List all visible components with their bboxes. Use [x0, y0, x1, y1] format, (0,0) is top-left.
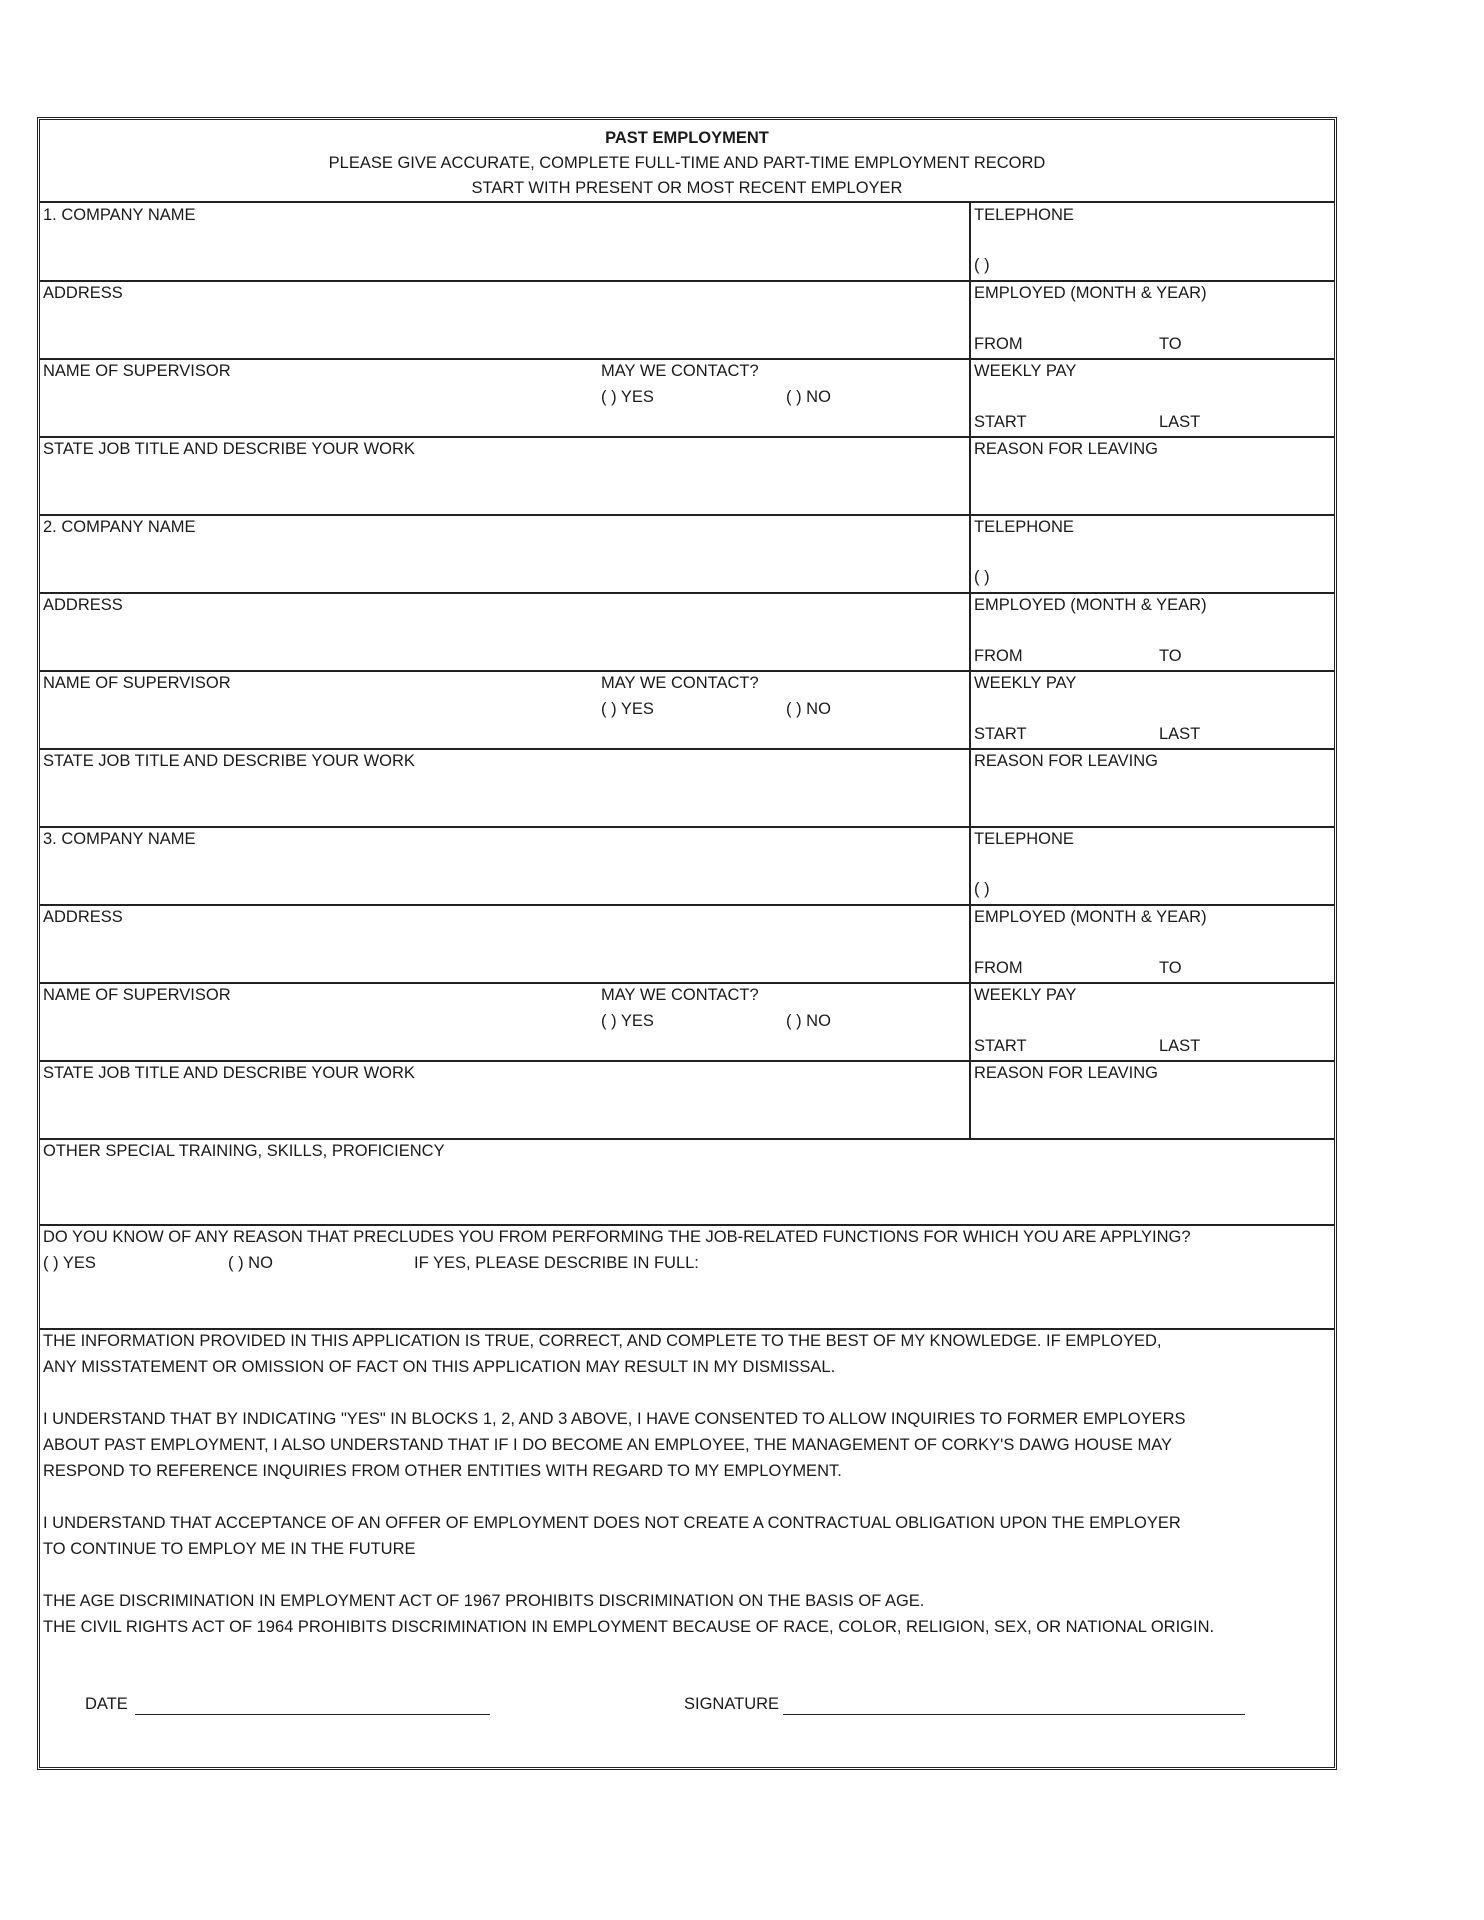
supervisor-label[interactable]: NAME OF SUPERVISOR	[43, 362, 231, 380]
start-pay-label[interactable]: START	[974, 1037, 1027, 1055]
signature-label: SIGNATURE	[684, 1695, 780, 1713]
weekly-pay-label: WEEKLY PAY	[974, 362, 1077, 380]
contact-no-checkbox[interactable]: ( ) NO	[786, 700, 831, 718]
statement-line: ABOUT PAST EMPLOYMENT, I ALSO UNDERSTAND THAT IF I DO BECOME AN EMPLOYEE, THE MANAGEMENT OF CORKY'S DAWG HOUSE MAY	[43, 1436, 1173, 1454]
reason-leaving-label[interactable]: REASON FOR LEAVING	[974, 752, 1158, 770]
supervisor-label[interactable]: NAME OF SUPERVISOR	[43, 674, 231, 692]
statement-line: I UNDERSTAND THAT ACCEPTANCE OF AN OFFER OF EMPLOYMENT DOES NOT CREATE A CONTRACTUAL OBLIGATION UPON THE EMPLOYER	[43, 1514, 1181, 1532]
divider	[40, 358, 1334, 360]
preclude-no-checkbox[interactable]: ( ) NO	[228, 1254, 273, 1272]
to-label[interactable]: TO	[1159, 335, 1182, 353]
may-contact-label: MAY WE CONTACT?	[601, 362, 759, 380]
telephone-label: TELEPHONE	[974, 830, 1074, 848]
statement-line: THE CIVIL RIGHTS ACT OF 1964 PROHIBITS DISCRIMINATION IN EMPLOYMENT BECAUSE OF RACE, COLOR, RELIGION, SEX, OR NATIONAL ORIGIN.	[43, 1618, 1215, 1636]
contact-yes-checkbox[interactable]: ( ) YES	[601, 388, 654, 406]
last-pay-label[interactable]: LAST	[1159, 413, 1201, 431]
divider	[40, 1224, 1334, 1226]
divider	[40, 670, 1334, 672]
form-title: PAST EMPLOYMENT	[605, 129, 769, 147]
statement-line: RESPOND TO REFERENCE INQUIRIES FROM OTHER ENTITIES WITH REGARD TO MY EMPLOYMENT.	[43, 1462, 842, 1480]
to-label[interactable]: TO	[1159, 647, 1182, 665]
may-contact-label: MAY WE CONTACT?	[601, 986, 759, 1004]
column-divider	[969, 201, 971, 1138]
to-label[interactable]: TO	[1159, 959, 1182, 977]
statement-line: ANY MISSTATEMENT OR OMISSION OF FACT ON THIS APPLICATION MAY RESULT IN MY DISMISSAL.	[43, 1358, 836, 1376]
job-description-label[interactable]: STATE JOB TITLE AND DESCRIBE YOUR WORK	[43, 1064, 415, 1082]
divider	[40, 1138, 1334, 1140]
from-label[interactable]: FROM	[974, 959, 1023, 977]
job-description-label[interactable]: STATE JOB TITLE AND DESCRIBE YOUR WORK	[43, 440, 415, 458]
reason-leaving-label[interactable]: REASON FOR LEAVING	[974, 1064, 1158, 1082]
contact-yes-checkbox[interactable]: ( ) YES	[601, 700, 654, 718]
telephone-area-code[interactable]: ( )	[974, 568, 990, 586]
last-pay-label[interactable]: LAST	[1159, 725, 1201, 743]
company-name-label[interactable]: 2. COMPANY NAME	[43, 518, 196, 536]
signature-line[interactable]	[783, 1714, 1245, 1715]
divider	[40, 514, 1334, 516]
weekly-pay-label: WEEKLY PAY	[974, 986, 1077, 1004]
divider	[40, 1328, 1334, 1330]
statement-line: TO CONTINUE TO EMPLOY ME IN THE FUTURE	[43, 1540, 416, 1558]
instruction-line-2: START WITH PRESENT OR MOST RECENT EMPLOYER	[471, 179, 903, 197]
date-label: DATE	[85, 1695, 128, 1713]
telephone-area-code[interactable]: ( )	[974, 256, 990, 274]
address-label[interactable]: ADDRESS	[43, 284, 123, 302]
statement-line: I UNDERSTAND THAT BY INDICATING "YES" IN BLOCKS 1, 2, AND 3 ABOVE, I HAVE CONSENTED TO ALLOW INQUIRIES TO FORMER EMPLOYERS	[43, 1410, 1186, 1428]
date-line[interactable]	[135, 1714, 490, 1715]
divider	[40, 904, 1334, 906]
statement-line: THE AGE DISCRIMINATION IN EMPLOYMENT ACT OF 1967 PROHIBITS DISCRIMINATION ON THE BASIS OF AGE.	[43, 1592, 925, 1610]
start-pay-label[interactable]: START	[974, 725, 1027, 743]
contact-no-checkbox[interactable]: ( ) NO	[786, 388, 831, 406]
job-description-label[interactable]: STATE JOB TITLE AND DESCRIBE YOUR WORK	[43, 752, 415, 770]
company-name-label[interactable]: 1. COMPANY NAME	[43, 206, 196, 224]
contact-yes-checkbox[interactable]: ( ) YES	[601, 1012, 654, 1030]
from-label[interactable]: FROM	[974, 647, 1023, 665]
telephone-label: TELEPHONE	[974, 518, 1074, 536]
preclude-yes-checkbox[interactable]: ( ) YES	[43, 1254, 96, 1272]
preclude-describe-label[interactable]: IF YES, PLEASE DESCRIBE IN FULL:	[414, 1254, 699, 1272]
last-pay-label[interactable]: LAST	[1159, 1037, 1201, 1055]
divider	[40, 982, 1334, 984]
contact-no-checkbox[interactable]: ( ) NO	[786, 1012, 831, 1030]
employed-dates-label: EMPLOYED (MONTH & YEAR)	[974, 596, 1207, 614]
reason-leaving-label[interactable]: REASON FOR LEAVING	[974, 440, 1158, 458]
past-employment-form	[37, 117, 1337, 1770]
telephone-label: TELEPHONE	[974, 206, 1074, 224]
divider	[40, 826, 1334, 828]
telephone-area-code[interactable]: ( )	[974, 880, 990, 898]
address-label[interactable]: ADDRESS	[43, 908, 123, 926]
supervisor-label[interactable]: NAME OF SUPERVISOR	[43, 986, 231, 1004]
company-name-label[interactable]: 3. COMPANY NAME	[43, 830, 196, 848]
may-contact-label: MAY WE CONTACT?	[601, 674, 759, 692]
divider	[40, 436, 1334, 438]
preclude-question: DO YOU KNOW OF ANY REASON THAT PRECLUDES YOU FROM PERFORMING THE JOB-RELATED FUNCTIONS FOR WHICH YOU ARE APPLYING?	[43, 1228, 1191, 1246]
instruction-line-1: PLEASE GIVE ACCURATE, COMPLETE FULL-TIME AND PART-TIME EMPLOYMENT RECORD	[328, 154, 1046, 172]
divider	[40, 748, 1334, 750]
statement-line: THE INFORMATION PROVIDED IN THIS APPLICATION IS TRUE, CORRECT, AND COMPLETE TO THE BEST OF MY KNOWLEDGE. IF EMPLOYED,	[43, 1332, 1162, 1350]
employed-dates-label: EMPLOYED (MONTH & YEAR)	[974, 284, 1207, 302]
divider	[40, 201, 1334, 203]
from-label[interactable]: FROM	[974, 335, 1023, 353]
divider	[40, 1060, 1334, 1062]
weekly-pay-label: WEEKLY PAY	[974, 674, 1077, 692]
divider	[40, 280, 1334, 282]
divider	[40, 592, 1334, 594]
training-label[interactable]: OTHER SPECIAL TRAINING, SKILLS, PROFICIENCY	[43, 1142, 445, 1160]
start-pay-label[interactable]: START	[974, 413, 1027, 431]
employed-dates-label: EMPLOYED (MONTH & YEAR)	[974, 908, 1207, 926]
address-label[interactable]: ADDRESS	[43, 596, 123, 614]
